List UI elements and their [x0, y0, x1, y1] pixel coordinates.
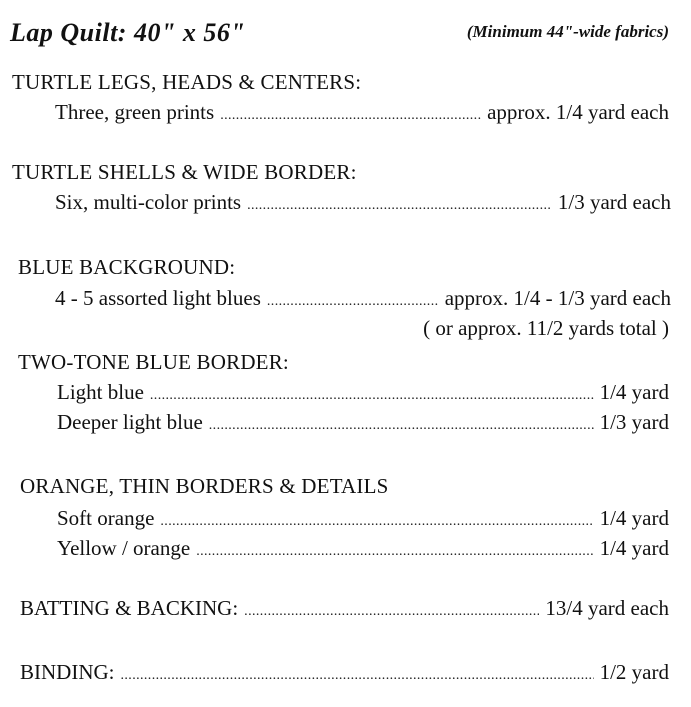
leader-dots [196, 544, 593, 560]
blue-background-total-note: ( or approx. 11/2 yards total ) [423, 316, 669, 340]
leader-dots [209, 418, 594, 434]
leader-dots [150, 388, 594, 404]
leader-dots [247, 198, 552, 214]
item-amount: 1/2 yard [599, 660, 669, 684]
fabric-width-note: (Minimum 44"-wide fabrics) [466, 22, 669, 41]
section-heading-turtle-legs: TURTLE LEGS, HEADS & CENTERS: [12, 70, 362, 94]
item-amount: 1/4 yard [599, 536, 669, 560]
item-batting-backing [20, 596, 669, 621]
leader-dots [267, 294, 439, 310]
leader-dots [220, 108, 481, 124]
quilt-title: Lap Quilt: 40" x 56" [10, 18, 246, 47]
section-heading-orange-borders: ORANGE, THIN BORDERS & DETAILS [20, 474, 389, 498]
leader-dots [244, 604, 539, 620]
item-label: Soft orange [57, 506, 155, 530]
item-amount: 1/3 yard each [557, 190, 671, 214]
item-label: Six, multi-color prints [55, 190, 242, 214]
section-heading-two-tone-border: TWO-TONE BLUE BORDER: [18, 350, 289, 374]
section-heading-blue-background: BLUE BACKGROUND: [18, 255, 236, 279]
item-multicolor-prints [55, 190, 671, 215]
item-label: 4 - 5 assorted light blues [55, 286, 261, 310]
item-binding [20, 660, 669, 685]
leader-dots [121, 668, 594, 684]
item-yellow-orange [57, 536, 669, 561]
item-label: BINDING: [20, 660, 115, 684]
item-light-blue [57, 380, 669, 405]
item-label: Yellow / orange [57, 536, 191, 560]
leader-dots [160, 514, 593, 530]
item-label: Deeper light blue [57, 410, 203, 434]
item-amount: 1/3 yard [599, 410, 669, 434]
item-label: Light blue [57, 380, 144, 404]
item-amount: approx. 1/4 - 1/3 yard each [444, 286, 671, 310]
item-label: Three, green prints [55, 100, 215, 124]
item-amount: 1/4 yard [599, 506, 669, 530]
item-soft-orange [57, 506, 669, 531]
item-green-prints [55, 100, 669, 125]
item-amount: 13/4 yard each [545, 596, 669, 620]
item-light-blues [55, 286, 671, 311]
item-label: BATTING & BACKING: [20, 596, 239, 620]
item-amount: 1/4 yard [599, 380, 669, 404]
item-amount: approx. 1/4 yard each [487, 100, 669, 124]
item-deeper-light-blue [57, 410, 669, 435]
section-heading-turtle-shells: TURTLE SHELLS & WIDE BORDER: [12, 160, 357, 184]
